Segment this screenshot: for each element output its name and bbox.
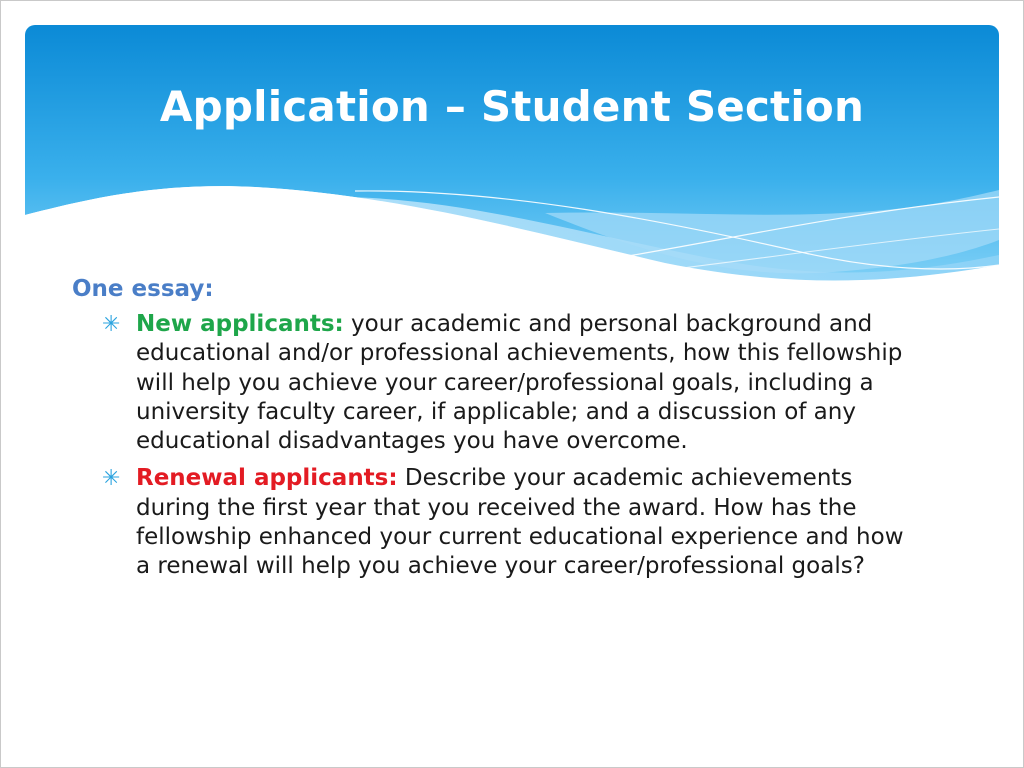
header-banner bbox=[25, 25, 999, 285]
bullet-lead-new: New applicants: bbox=[136, 311, 344, 337]
bullet-text-new: your academic and personal background and educational and/or professional achievements, how this fellowship will help you achieve your career/professional goals, including a university faculty career, if applicable; and a discussion of any educational disadvantages you have overcome. bbox=[136, 311, 903, 455]
asterisk-icon: ✳ bbox=[102, 466, 121, 492]
bullet-text-renewal: Describe your academic achievements during the first year that you received the award. How has the fellowship enhanced your current educational experience and how a renewal will help you achieve your career/professional goals? bbox=[136, 465, 904, 580]
bullet-renewal-applicants bbox=[72, 464, 922, 581]
asterisk-icon: ✳ bbox=[102, 312, 121, 337]
bullet-new-applicants bbox=[72, 310, 922, 456]
slide-title: Application – Student Section bbox=[159, 82, 865, 131]
section-heading: One essay: bbox=[72, 276, 214, 302]
slide-body bbox=[72, 274, 922, 590]
header-wave-graphic bbox=[25, 25, 999, 285]
bullet-lead-renewal: Renewal applicants: bbox=[136, 465, 398, 492]
bullet-list bbox=[72, 310, 922, 582]
